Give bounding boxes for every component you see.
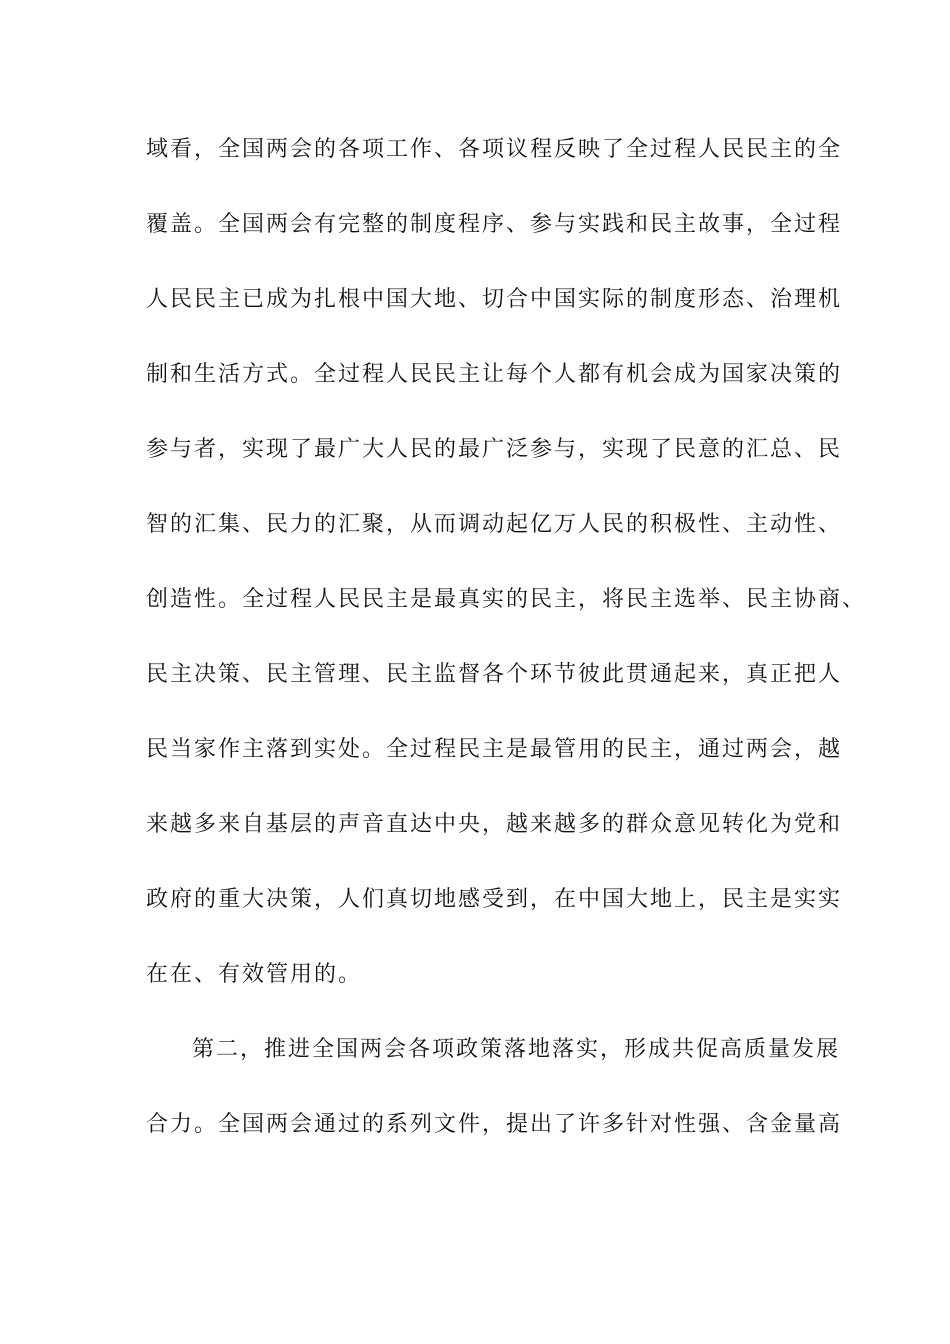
text-line: 制和生活方式。全过程人民民主让每个人都有机会成为国家决策的: [146, 362, 843, 387]
text-line: 在在、有效管用的。: [146, 962, 363, 987]
text-line: 来越多来自基层的声音直达中央，越来越多的群众意见转化为党和: [146, 812, 843, 837]
text-line: 参与者，实现了最广大人民的最广泛参与，实现了民意的汇总、民: [146, 437, 843, 462]
text-line: 民当家作主落到实处。全过程民主是最管用的民主，通过两会，越: [146, 737, 843, 762]
text-line: 覆盖。全国两会有完整的制度程序、参与实践和民主故事，全过程: [146, 212, 843, 237]
text-line: 创造性。全过程人民民主是最真实的民主，将民主选举、民主协商、: [146, 587, 867, 612]
text-line: 合力。全国两会通过的系列文件，提出了许多针对性强、含金量高: [146, 1112, 843, 1137]
text-line: 政府的重大决策，人们真切地感受到，在中国大地上，民主是实实: [146, 887, 843, 912]
paragraph-start-line: 第二，推进全国两会各项政策落地落实，形成共促高质量发展: [192, 1037, 841, 1062]
body-text: [146, 130, 867, 1180]
text-line: 智的汇集、民力的汇聚，从而调动起亿万人民的积极性、主动性、: [146, 512, 843, 537]
text-line: 域看，全国两会的各项工作、各项议程反映了全过程人民民主的全: [146, 137, 843, 162]
text-line: 民主决策、民主管理、民主监督各个环节彼此贯通起来，真正把人: [146, 662, 843, 687]
text-line: 人民民主已成为扎根中国大地、切合中国实际的制度形态、治理机: [146, 287, 843, 312]
